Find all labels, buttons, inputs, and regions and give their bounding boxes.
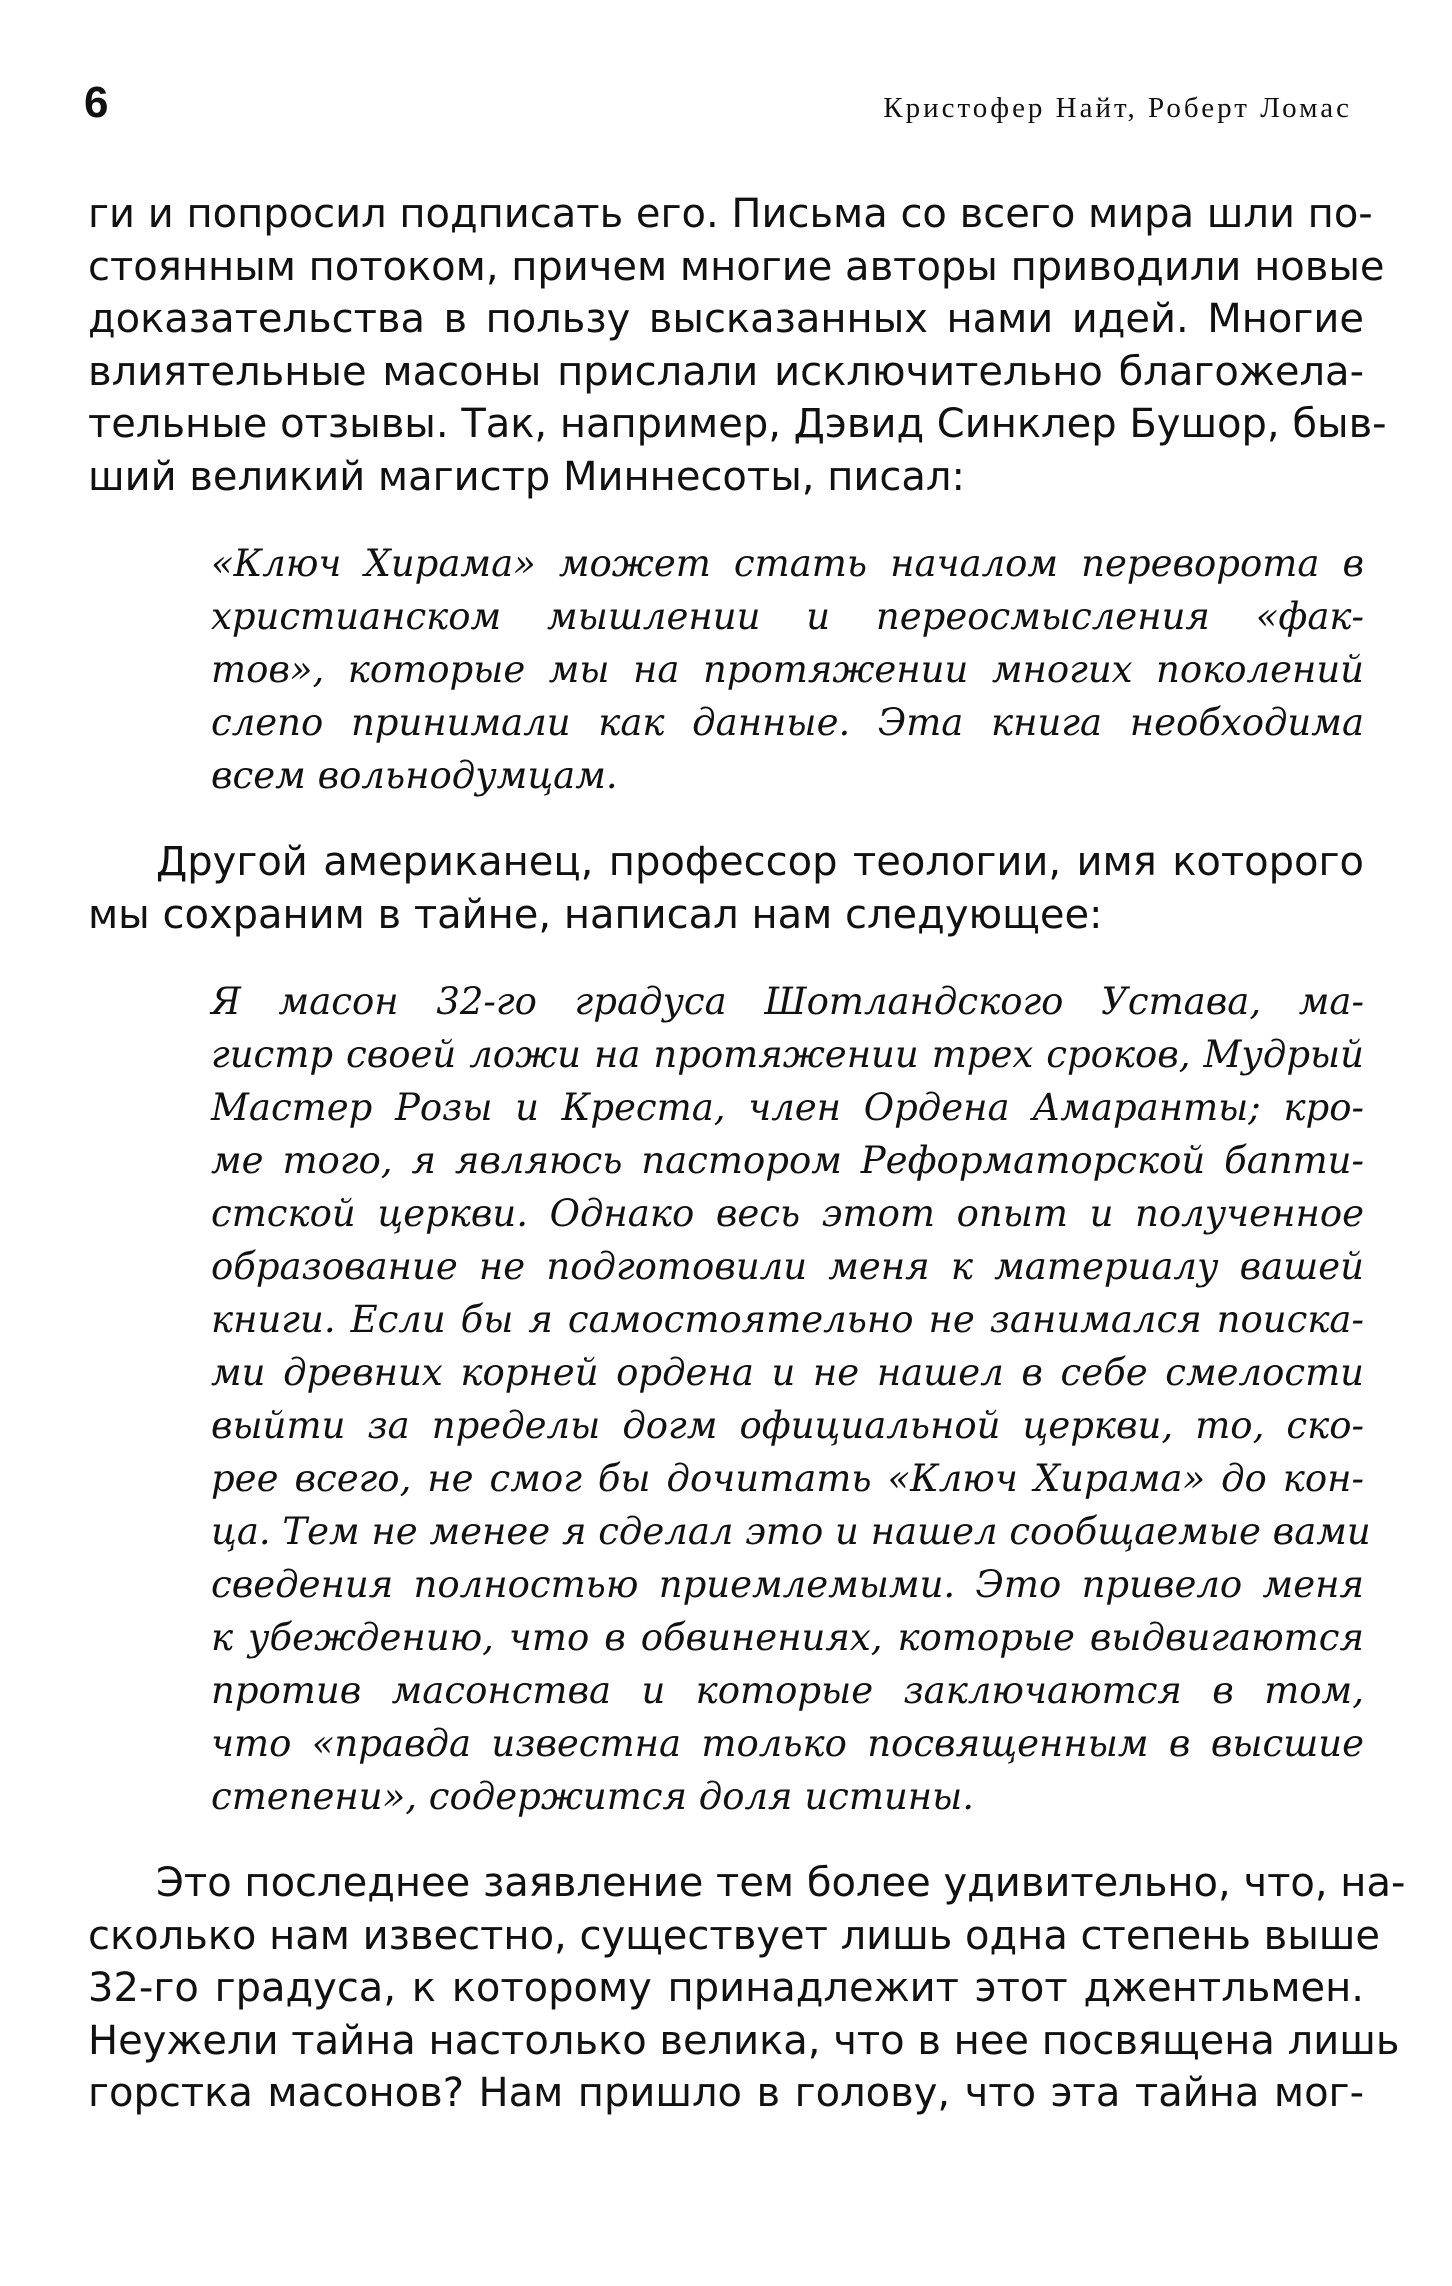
quote-line: степени», содержится доля истины.	[211, 1775, 975, 1818]
quote-line: рее всего, не смог бы дочитать «Ключ Хирама» до кон-	[211, 1457, 1364, 1500]
quote-line: что «правда известна только посвященным в высшие	[211, 1722, 1364, 1765]
quote-line: образование не подготовили меня к материалу вашей	[211, 1245, 1364, 1288]
text-line: мы сохраним в тайне, написал нам следующее:	[88, 891, 1103, 938]
text-line: стоянным потоком, причем многие авторы приводили новые	[88, 243, 1385, 290]
quote-line: сведения полностью приемлемыми. Это привело меня	[211, 1563, 1364, 1606]
quote-line: выйти за пределы догм официальной церкви, то, ско-	[211, 1404, 1364, 1447]
block-quote-professor	[211, 975, 1371, 1823]
running-head	[84, 78, 1352, 138]
quote-line: Мастер Розы и Креста, член Ордена Амаранты; кро-	[211, 1086, 1364, 1129]
block-quote-bushor	[211, 537, 1364, 802]
text-line: горстка масонов? Нам пришло в голову, что эта тайна мог-	[88, 2070, 1364, 2116]
quote-line: Я масон 32-го градуса Шотландского Устава, ма-	[211, 980, 1364, 1023]
paragraph-professor-intro	[88, 836, 1364, 941]
text-line: Другой американец, профессор теологии, имя которого	[156, 839, 1364, 885]
text-line: 32-го градуса, к которому принадлежит этот джентльмен.	[88, 1965, 1364, 2011]
quote-line: «Ключ Хирама» может стать началом переворота в	[211, 542, 1364, 585]
text-line: влиятельные масоны прислали исключительно благожела-	[88, 348, 1364, 395]
text-line: ги и попросил подписать его. Письма со всего мира шли по-	[88, 191, 1373, 237]
quote-line: стской церкви. Однако весь этот опыт и полученное	[211, 1192, 1364, 1235]
quote-line: ме того, я являюсь пастором Реформаторской бапти-	[211, 1139, 1364, 1182]
text-line: Неужели тайна настолько велика, что в нее посвящена лишь	[88, 2017, 1400, 2064]
text-line: ший великий магистр Миннесоты, писал:	[88, 453, 965, 500]
text-line: тельные отзывы. Так, например, Дэвид Синклер Бушор, быв-	[88, 401, 1387, 447]
text-line: сколько нам известно, существует лишь одна степень выше	[88, 1912, 1381, 1959]
quote-line: к убеждению, что в обвинениях, которые выдвигаются	[211, 1616, 1364, 1659]
quote-line: слепо принимали как данные. Эта книга необходима	[211, 701, 1364, 744]
paragraph-continuation	[88, 188, 1387, 503]
paragraph-analysis	[88, 1857, 1406, 2120]
running-title: Кристофер Найт, Роберт Ломас	[883, 92, 1352, 124]
page-number: 6	[84, 78, 109, 127]
quote-line: ца. Тем не менее я сделал это и нашел сообщаемые вами	[211, 1510, 1371, 1553]
body-text	[88, 188, 1406, 2120]
text-line: Это последнее заявление тем более удивительно, что, на-	[156, 1860, 1406, 1906]
quote-line: тов», которые мы на протяжении многих поколений	[211, 648, 1364, 691]
quote-line: ми древних корней ордена и не нашел в себе смелости	[211, 1351, 1364, 1394]
quote-line: христианском мышлении и переосмысления «фак-	[211, 595, 1364, 638]
quote-line: против масонства и которые заключаются в том,	[211, 1669, 1364, 1712]
quote-line: гистр своей ложи на протяжении трех сроков, Мудрый	[211, 1033, 1364, 1076]
quote-line: всем вольнодумцам.	[211, 754, 618, 797]
text-line: доказательства в пользу высказанных нами идей. Многие	[88, 296, 1364, 342]
quote-line: книги. Если бы я самостоятельно не занимался поиска-	[211, 1298, 1364, 1341]
